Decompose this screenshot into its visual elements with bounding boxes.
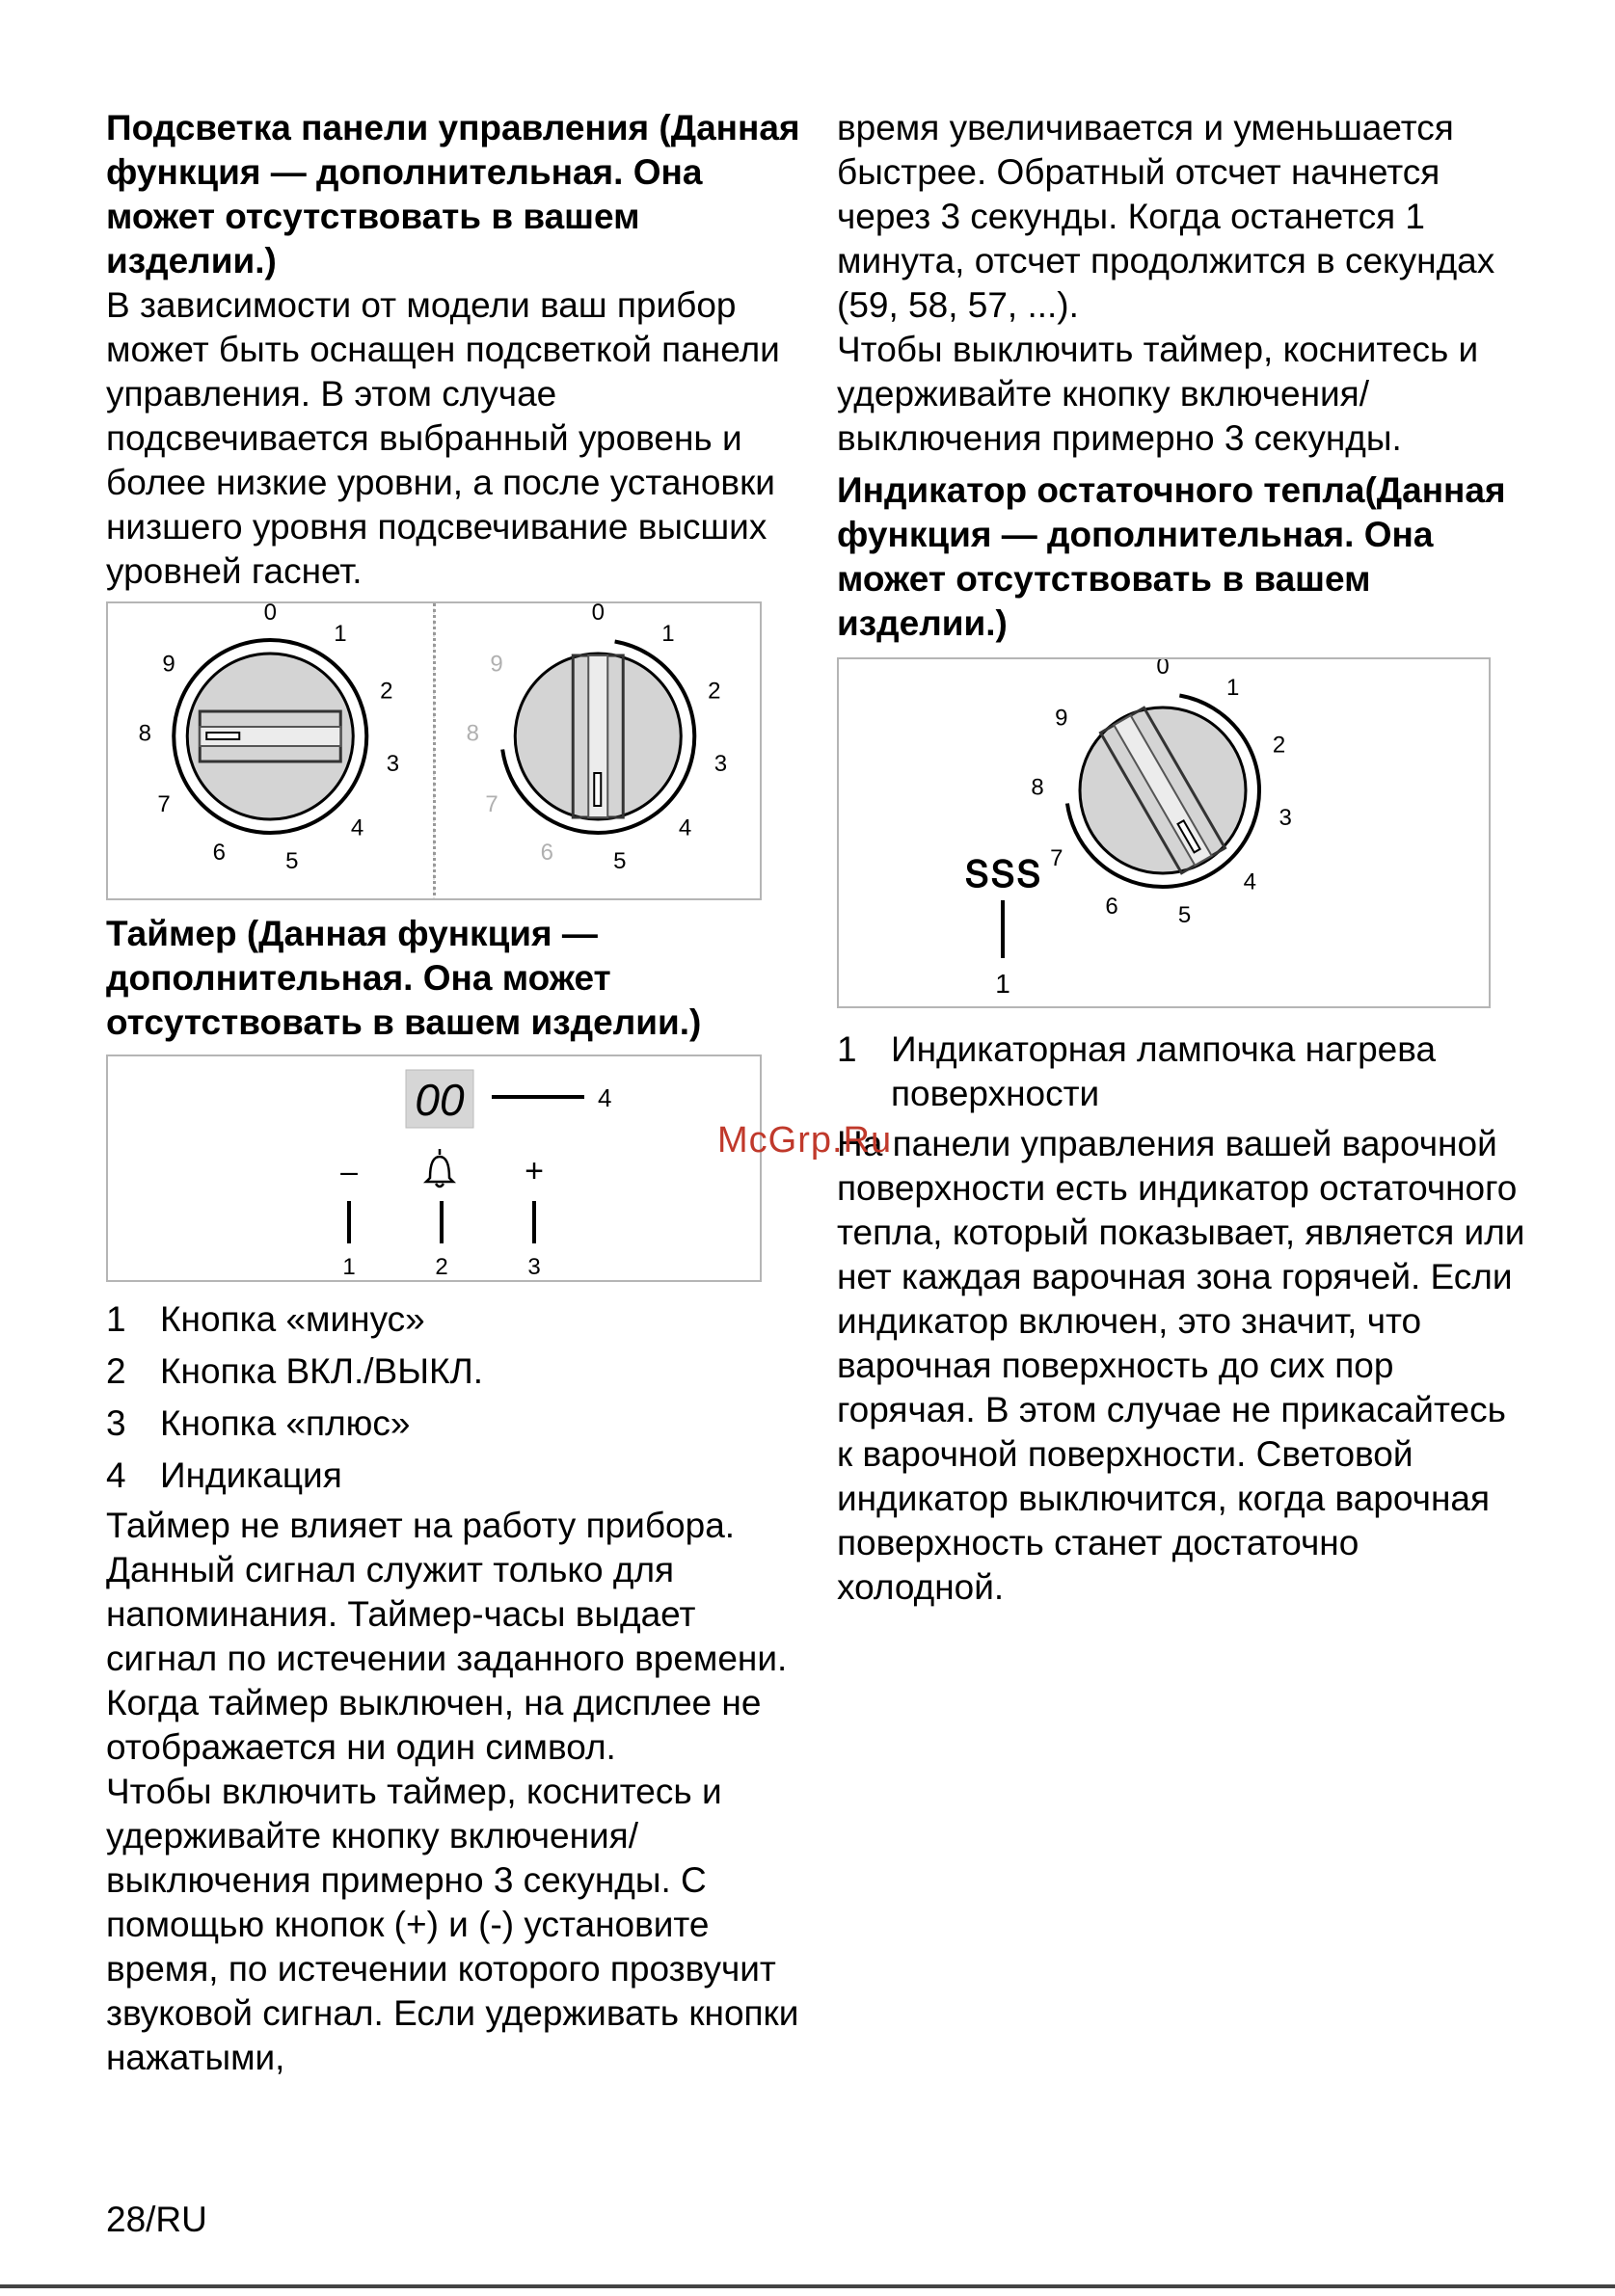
scale-label-9: 9 [489,651,503,678]
scale-label-4: 4 [678,814,691,841]
list-item [106,1349,800,1394]
heat-symbol-icon: ՏՏՏ [963,855,1042,895]
scale-label-8: 8 [466,720,479,747]
callout-1: 1 [342,1254,356,1280]
left-column [106,106,800,2080]
knob-indicator [594,773,601,806]
legend-number: 4 [106,1455,126,1495]
scale-label-5: 5 [612,848,627,874]
knob-diagram-right [436,603,761,898]
legend-number: 1 [106,1299,126,1339]
scale-label-9: 9 [162,651,175,678]
scale-label-6: 6 [1105,893,1118,920]
scale-label-6: 6 [540,839,553,866]
timer-heading: Таймер (Данная функция — дополнительная. Она может отсутствовать в вашем изделии.) [106,914,702,1042]
scale-label-1: 1 [334,621,347,648]
timer-text-1: Таймер не влияет на работу прибора. Данный сигнал служит только для напоминания. Таймер-часы выдает сигнал по истечении заданного времени. Когда таймер выключен, на дисплее не отображается ни один символ. [106,1506,788,1767]
knob-diagram-left [108,603,433,898]
scale-label-0: 0 [1156,659,1170,680]
timer-display: 00 [415,1075,465,1125]
scale-label-2: 2 [380,678,393,705]
heat-legend [837,1028,1531,1116]
callout-4: 4 [598,1083,612,1112]
list-item [106,1297,800,1342]
scale-label-2: 2 [707,678,720,705]
scale-label-7: 7 [484,790,498,817]
scale-label-3: 3 [1279,805,1292,831]
knob-indicator [206,733,239,739]
backlight-text: В зависимости от модели ваш прибор может быть оснащен подсветкой панели управления. В этом случае подсвечивается выбранный уровень и более низкие уровни, а после установки низшего уровня подсвечивание высших уровней гаснет. [106,285,780,591]
timer-text-4: Чтобы выключить таймер, коснитесь и удерживайте кнопку включения/выключения примерно 3 секунды. [837,330,1479,458]
timer-text-3: время увеличивается и уменьшается быстрее. Обратный отсчет начнется через 3 секунды. Когда останется 1 минута, отсчет продолжится в секундах (59, 58, 57, ...). [837,108,1495,325]
legend-label: Кнопка ВКЛ./ВЫКЛ. [160,1351,484,1391]
watermark: McGrp.Ru [717,1120,893,1161]
timer-figure [106,1055,762,1282]
scale-label-3: 3 [386,751,400,777]
scale-label-2: 2 [1272,732,1286,759]
right-column [837,106,1531,1610]
knob-backlight-figure [106,601,762,900]
residual-heat-text: На панели управления вашей варочной поверхности есть индикатор остаточного тепла, который показывает, является или нет каждая варочная зона горячей. Если индикатор включен, это значит, что варочная поверхность до сих пор горячая. В этом случае не прикасайтесь к варочной поверхности. Световой индикатор выключится, когда варочная поверхность станет достаточно холодной. [837,1124,1525,1607]
footer-rule [0,2284,1615,2288]
scale-label-4: 4 [1243,868,1256,895]
scale-label-6: 6 [212,839,227,866]
residual-heat-heading: Индикатор остаточного тепла(Данная функция — дополнительная. Она может отсутствовать в вашем изделии.) [837,470,1506,643]
minus-symbol: – [340,1154,358,1188]
scale-label-7: 7 [157,790,171,817]
legend-number: 1 [837,1029,857,1069]
legend-number: 2 [106,1351,126,1391]
bell-icon [426,1149,453,1187]
legend-label: Кнопка «плюс» [160,1403,411,1443]
scale-label-5: 5 [1177,902,1192,928]
legend-number: 3 [106,1403,126,1443]
scale-label-8: 8 [138,720,152,747]
callout-3: 3 [527,1254,541,1280]
scale-label-4: 4 [350,814,364,841]
list-item [106,1402,800,1446]
legend-label: Кнопка «минус» [160,1299,425,1339]
scale-label-3: 3 [713,751,727,777]
scale-label-9: 9 [1055,705,1068,732]
backlight-heading: Подсветка панели управления (Данная функция — дополнительная. Она может отсутствовать в вашем изделии.) [106,108,800,280]
scale-label-7: 7 [1050,844,1063,871]
plus-symbol: + [525,1153,544,1189]
legend-label: Индикаторная лампочка нагрева поверхности [891,1029,1437,1113]
timer-text-2: Чтобы включить таймер, коснитесь и удерживайте кнопку включения/выключения примерно 3 секунды. С помощью кнопок (+) и (-) установите время, по истечении которого прозвучит звуковой сигнал. Если удерживать кнопки нажатыми, [106,1772,799,2077]
scale-label-1: 1 [660,621,675,648]
callout-1: 1 [995,969,1010,999]
scale-label-5: 5 [285,848,299,874]
scale-label-0: 0 [263,603,277,626]
legend-label: Индикация [160,1455,342,1495]
residual-heat-figure [837,657,1491,1008]
list-item [837,1028,1531,1116]
list-item [106,1454,800,1498]
scale-label-8: 8 [1031,774,1044,801]
page-number: 28/RU [106,2200,207,2239]
timer-legend [106,1297,800,1498]
scale-label-1: 1 [1226,675,1240,702]
callout-2: 2 [435,1254,448,1280]
scale-label-0: 0 [591,603,605,626]
